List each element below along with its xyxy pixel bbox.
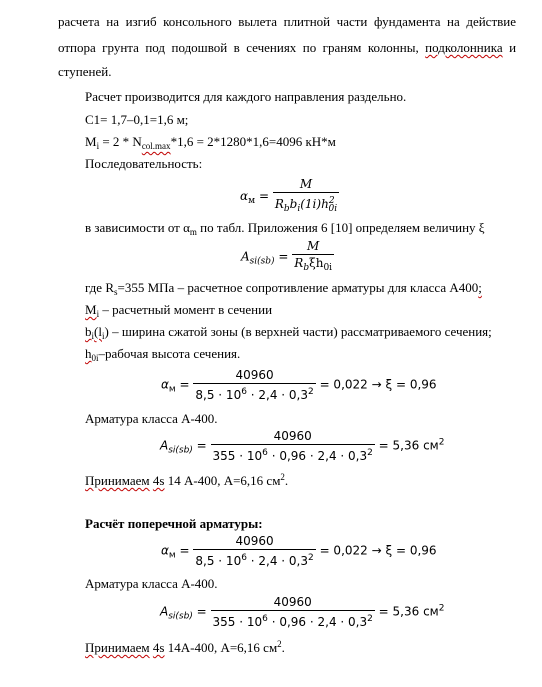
accept-line-1	[85, 469, 288, 489]
c1-line: C1= 1,7–0,1=1,6 м;	[85, 112, 189, 127]
calc-alpha-1: $\alpha_м$ = $\frac{40960}{8,5 \cdot 10^6 \cdot 2,4 \cdot 0,3^2}$ = 0,022 → ξ = 0,96	[161, 368, 437, 402]
symbol: α	[240, 189, 249, 203]
subscript: 0i	[91, 353, 99, 363]
section-heading: Расчёт поперечной арматуры:	[85, 516, 263, 531]
superscript: 2	[438, 603, 445, 614]
subscript: m	[189, 227, 197, 237]
separate-direction-note: Расчет производится для каждого направления раздельно.	[85, 89, 407, 104]
formula-alpha	[240, 177, 339, 216]
subscript: i	[96, 309, 100, 319]
text: M	[85, 302, 97, 317]
moment-line	[85, 134, 336, 154]
where-line-2	[85, 302, 272, 322]
text: ;	[478, 280, 482, 295]
calc-area-1: $A_{si(sb)}$ = $\frac{40960}{355 \cdot 10^6 \cdot 0,96 \cdot 2,4 \cdot 0,3^2}$ = 5,36 $см^2$	[160, 429, 445, 463]
fraction	[211, 595, 375, 629]
symbol: A	[160, 604, 169, 619]
text: –рабочая высота сечения.	[98, 346, 241, 361]
spell-flag-word: подколонника	[425, 40, 503, 55]
numerator: 40960	[193, 368, 315, 384]
equals: =	[258, 189, 270, 203]
subscript: м	[248, 196, 256, 206]
fraction	[273, 177, 339, 216]
where-line-3	[85, 324, 492, 344]
text: 4s	[152, 640, 165, 655]
fraction	[292, 239, 334, 275]
numerator: M	[273, 177, 339, 193]
text: =355 МПа – расчетное сопротивление арматуры для класса А400	[117, 280, 479, 295]
where-line-4	[85, 346, 240, 366]
rebar-class-1: Арматура класса А-400.	[85, 411, 218, 426]
subscript: s	[114, 287, 118, 297]
numerator: 40960	[193, 534, 315, 550]
result: = 0,022 → ξ = 0,96	[319, 377, 437, 392]
text: по табл. Приложения 6 [10] определяем величину ξ	[200, 220, 485, 235]
text: Принимаем	[85, 640, 150, 655]
superscript: 2	[280, 472, 285, 482]
superscript: 2	[277, 639, 282, 649]
subscript: м	[168, 384, 176, 395]
paragraph-line-2	[58, 40, 516, 56]
fraction	[193, 368, 315, 402]
text: 14 А-400, А=6,16 см	[164, 473, 281, 488]
formula-area	[241, 239, 334, 275]
text: .	[284, 473, 289, 488]
symbol: A	[160, 438, 169, 453]
result: = 5,36 см	[378, 438, 439, 453]
where-line-1	[85, 280, 482, 300]
text: – расчетный момент в сечении	[102, 302, 273, 317]
subscript: si(sb)	[168, 445, 193, 456]
paragraph-line-1: расчета на изгиб консольного вылета плитной части фундамента на действие	[58, 14, 516, 29]
accept-line-2	[85, 636, 285, 656]
text: 14А-400, А=6,16 см	[164, 640, 278, 655]
denominator: $8,5 \cdot 10^6 \cdot 2,4 \cdot 0,3^2$	[195, 553, 314, 568]
denominator: $R_bb_i(1i)h^2_{0i}$	[274, 196, 338, 214]
symbol: A	[241, 249, 250, 264]
dependency-line	[85, 220, 485, 240]
text: где R	[85, 280, 114, 295]
denominator: $355 \cdot 10^6 \cdot 0,96 \cdot 2,4 \cdot 0,3^2$	[212, 448, 373, 463]
subscript: si(sb)	[168, 611, 193, 622]
sequence-label: Последовательность:	[85, 156, 203, 171]
text: b	[85, 324, 92, 339]
numerator: M	[292, 239, 334, 255]
numerator: 40960	[211, 429, 375, 445]
text: (l	[94, 324, 102, 339]
text: ) – ширина сжатой зоны (в верхней части) рассматриваемого сечения;	[104, 324, 492, 339]
text: .	[281, 640, 285, 655]
text: 4s	[152, 473, 165, 488]
text: отпора грунта под подошвой в сечениях по граням колонны,	[58, 40, 419, 55]
text: M	[85, 134, 97, 149]
fraction	[193, 534, 315, 568]
superscript: 2	[438, 437, 445, 448]
text: в зависимости от α	[85, 220, 190, 235]
text: *1,6 = 2*1280*1,6=4096 кН*м	[170, 134, 336, 149]
equals: =	[278, 249, 289, 264]
result: = 5,36 см	[378, 604, 439, 619]
subscript: i	[101, 331, 105, 341]
calc-alpha-2: $\alpha_м$ = $\frac{40960}{8,5 \cdot 10^6 \cdot 2,4 \cdot 0,3^2}$ = 0,022 → ξ = 0,96	[161, 534, 437, 568]
paragraph-line-3: ступеней.	[58, 64, 112, 79]
subscript: col.max	[141, 141, 171, 151]
subscript: м	[168, 550, 176, 561]
symbol: α	[161, 377, 169, 392]
calc-area-2: $A_{si(sb)}$ = $\frac{40960}{355 \cdot 10^6 \cdot 0,96 \cdot 2,4 \cdot 0,3^2}$ = 5,36 $см^2$	[160, 595, 445, 629]
text: h	[85, 346, 92, 361]
numerator: 40960	[211, 595, 375, 611]
text: Принимаем	[85, 473, 150, 488]
subscript: si(sb)	[249, 256, 275, 267]
rebar-class-2: Арматура класса А-400.	[85, 576, 218, 591]
denominator: $8,5 \cdot 10^6 \cdot 2,4 \cdot 0,3^2$	[195, 387, 314, 402]
subscript: i	[91, 331, 95, 341]
fraction	[211, 429, 375, 463]
result: = 0,022 → ξ = 0,96	[319, 543, 437, 558]
subscript: i	[96, 141, 100, 151]
text: и	[509, 40, 517, 55]
text: = 2 * N	[102, 134, 142, 149]
denominator: $355 \cdot 10^6 \cdot 0,96 \cdot 2,4 \cdot 0,3^2$	[212, 614, 373, 629]
denominator: $R_b\xi h_{0i}$	[294, 256, 333, 273]
symbol: α	[161, 543, 169, 558]
